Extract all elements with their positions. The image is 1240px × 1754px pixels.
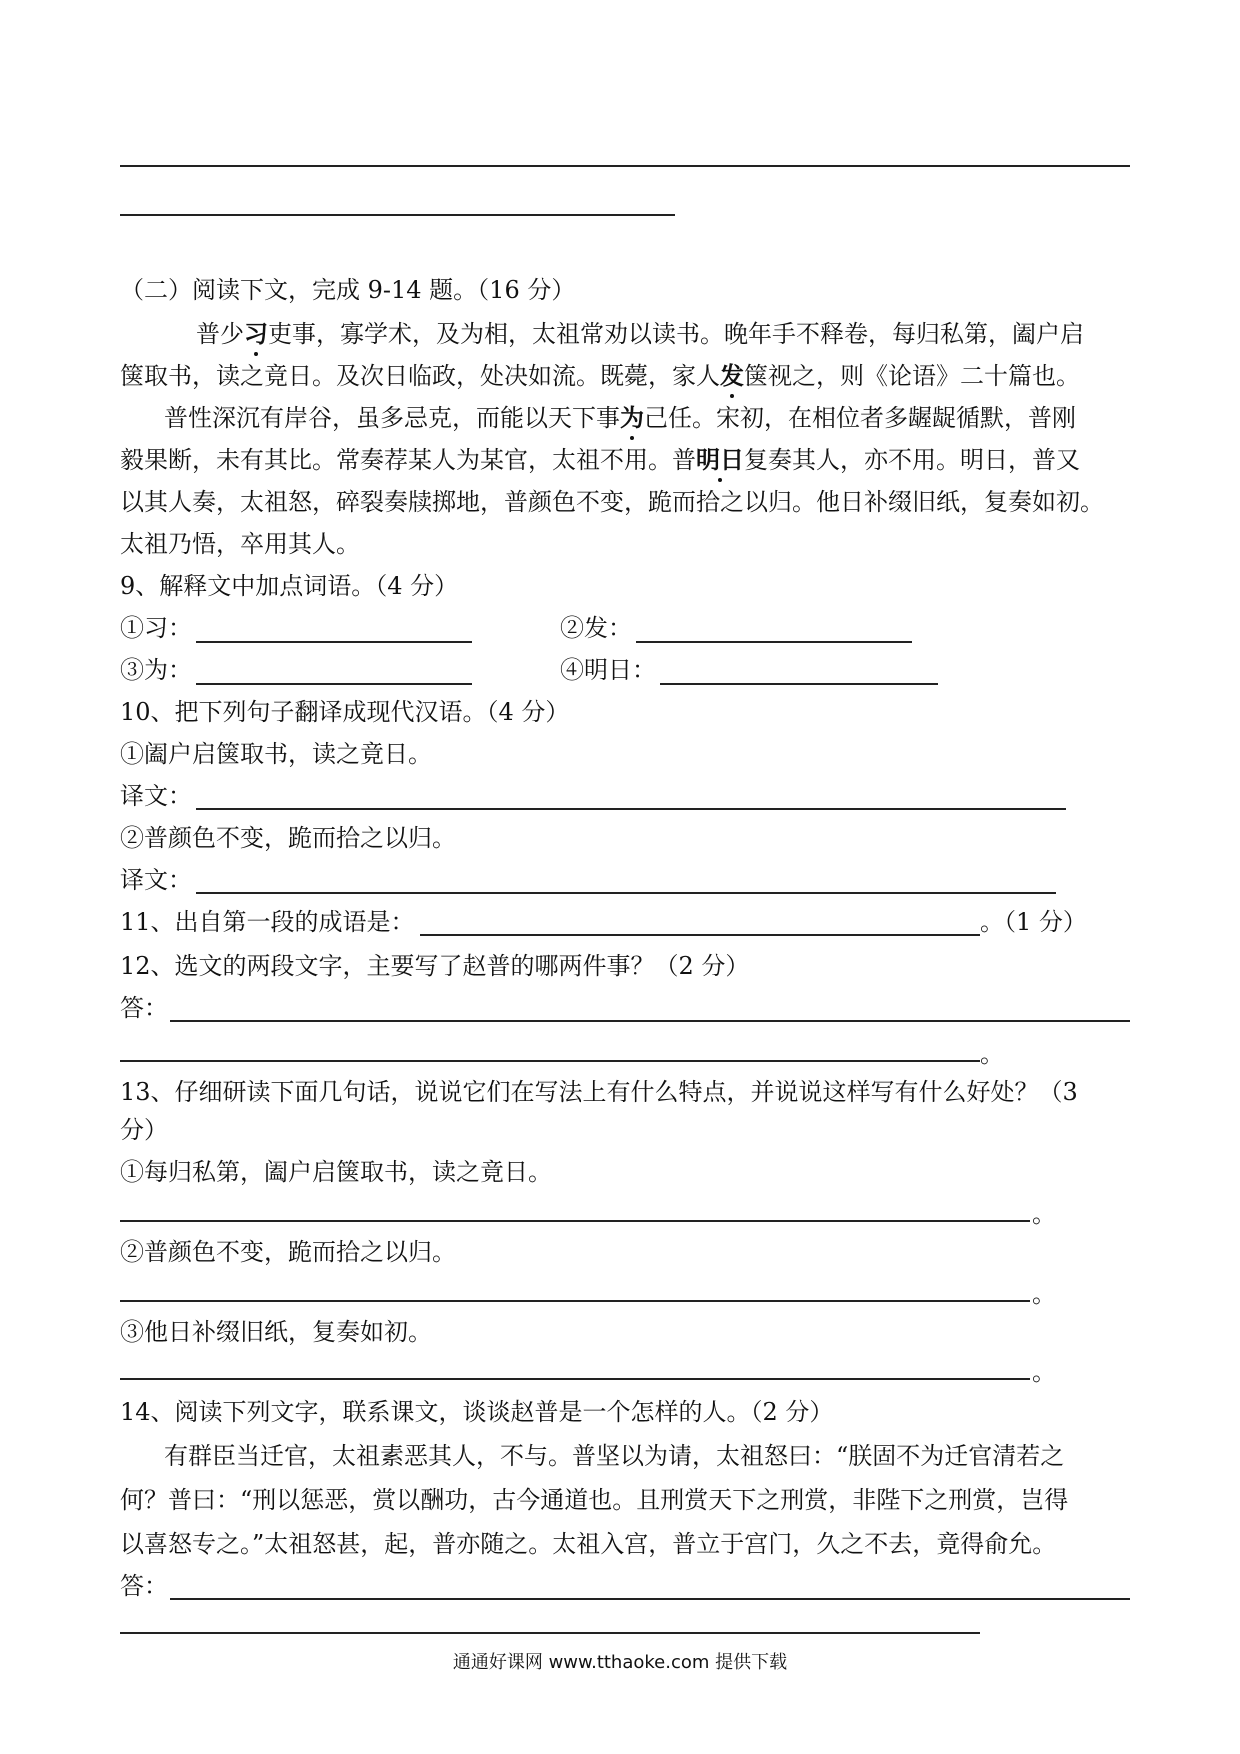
q14-passage: 以喜怒专之。”太祖怒甚，起，普亦随之。太祖入宫，普立于宫门，久之不去，竟得俞允。 — [120, 1530, 1057, 1558]
q9-item: ④明日： — [560, 656, 656, 684]
q14-passage: 何？普曰：“刑以惩恶，赏以酬功，古今通道也。且刑赏天下之刑赏，非陛下之刑赏，岂得 — [120, 1486, 1069, 1514]
q12-stem: 12、选文的两段文字，主要写了赵普的哪两件事？（2 分） — [120, 952, 750, 980]
q13-end: 。 — [1032, 1358, 1056, 1386]
q14-blank-1[interactable] — [170, 1598, 1130, 1600]
q13-stem: 13、仔细研读下面几句话，说说它们在写法上有什么特点，并说说这样写有什么好处？（3 — [120, 1078, 1078, 1106]
q10-sentence: ①阖户启箧取书，读之竟日。 — [120, 740, 432, 768]
q10-label: 译文： — [120, 866, 192, 894]
q13-sentence: ①每归私第，阖户启箧取书，读之竟日。 — [120, 1158, 552, 1186]
q13-sentence: ③他日补缀旧纸，复奏如初。 — [120, 1318, 432, 1346]
section-header: （二）阅读下文，完成 9-14 题。（16 分） — [120, 276, 576, 304]
answer-line — [120, 214, 675, 216]
passage-line: 以其人奏，太祖怒，碎裂奏牍掷地，普颜色不变，跪而拾之以归。他日补缀旧纸，复奏如初。 — [120, 488, 1104, 516]
q13-stem: 分） — [120, 1116, 168, 1144]
q9-item: ②发： — [560, 614, 632, 642]
q13-end: 。 — [1032, 1280, 1056, 1308]
q10-label: 译文： — [120, 782, 192, 810]
q13-blank-2[interactable] — [120, 1300, 1030, 1302]
q14-label: 答： — [120, 1572, 168, 1600]
q13-blank-1[interactable] — [120, 1220, 1030, 1222]
q11-blank[interactable] — [420, 934, 980, 936]
q10-blank-2[interactable] — [196, 892, 1056, 894]
q9-stem: 9、解释文中加点词语。（4 分） — [120, 572, 459, 600]
passage-line: 箧取书，读之竟日。及次日临政，处决如流。既薨，家人发箧视之，则《论语》二十篇也。 — [120, 361, 1080, 390]
passage-line: 普少习吏事，寡学术，及为相，太祖常劝以读书。晚年手不释卷，每归私第，阖户启 — [196, 319, 1084, 348]
passage-line: 普性深沉有岸谷，虽多忌克，而能以天下事为己任。宋初，在相位者多龌龊循默，普刚 — [164, 403, 1076, 432]
q9-item: ①习： — [120, 614, 192, 642]
q14-passage: 有群臣当迁官，太祖素恶其人，不与。普坚以为请，太祖怒曰：“朕固不为迁官清若之 — [164, 1442, 1065, 1470]
q14-stem: 14、阅读下列文字，联系课文，谈谈赵普是一个怎样的人。（2 分） — [120, 1398, 834, 1426]
q13-end: 。 — [1032, 1200, 1056, 1228]
q9-blank-3[interactable] — [196, 683, 472, 685]
q9-blank-2[interactable] — [636, 641, 912, 643]
q13-sentence: ②普颜色不变，跪而拾之以归。 — [120, 1238, 456, 1266]
q9-blank-4[interactable] — [660, 683, 938, 685]
passage-line: 毅果断，未有其比。常奏荐某人为某官，太祖不用。普明日复奏其人，亦不用。明日，普又 — [120, 445, 1080, 474]
dotted-word: 明日 — [696, 445, 744, 474]
q12-blank-2[interactable] — [120, 1060, 980, 1062]
dotted-word: 为 — [620, 403, 644, 432]
q12-blank-1[interactable] — [170, 1020, 1130, 1022]
q11-stem: 11、出自第一段的成语是： — [120, 908, 415, 936]
q10-blank-1[interactable] — [196, 808, 1066, 810]
dotted-word: 习 — [244, 319, 268, 348]
dotted-word: 发 — [720, 361, 744, 390]
q10-sentence: ②普颜色不变，跪而拾之以归。 — [120, 824, 456, 852]
q9-blank-1[interactable] — [196, 641, 472, 643]
page-footer: 通通好课网 www.tthaoke.com 提供下载 — [452, 1652, 788, 1673]
q13-blank-3[interactable] — [120, 1378, 1030, 1380]
q12-label: 答： — [120, 994, 168, 1022]
q12-end: 。 — [980, 1040, 1004, 1068]
q14-blank-2[interactable] — [120, 1632, 980, 1634]
answer-line — [120, 165, 1130, 167]
q9-item: ③为： — [120, 656, 192, 684]
passage-line: 太祖乃悟，卒用其人。 — [120, 530, 360, 558]
q11-tail: 。（1 分） — [980, 908, 1087, 936]
q10-stem: 10、把下列句子翻译成现代汉语。（4 分） — [120, 698, 570, 726]
